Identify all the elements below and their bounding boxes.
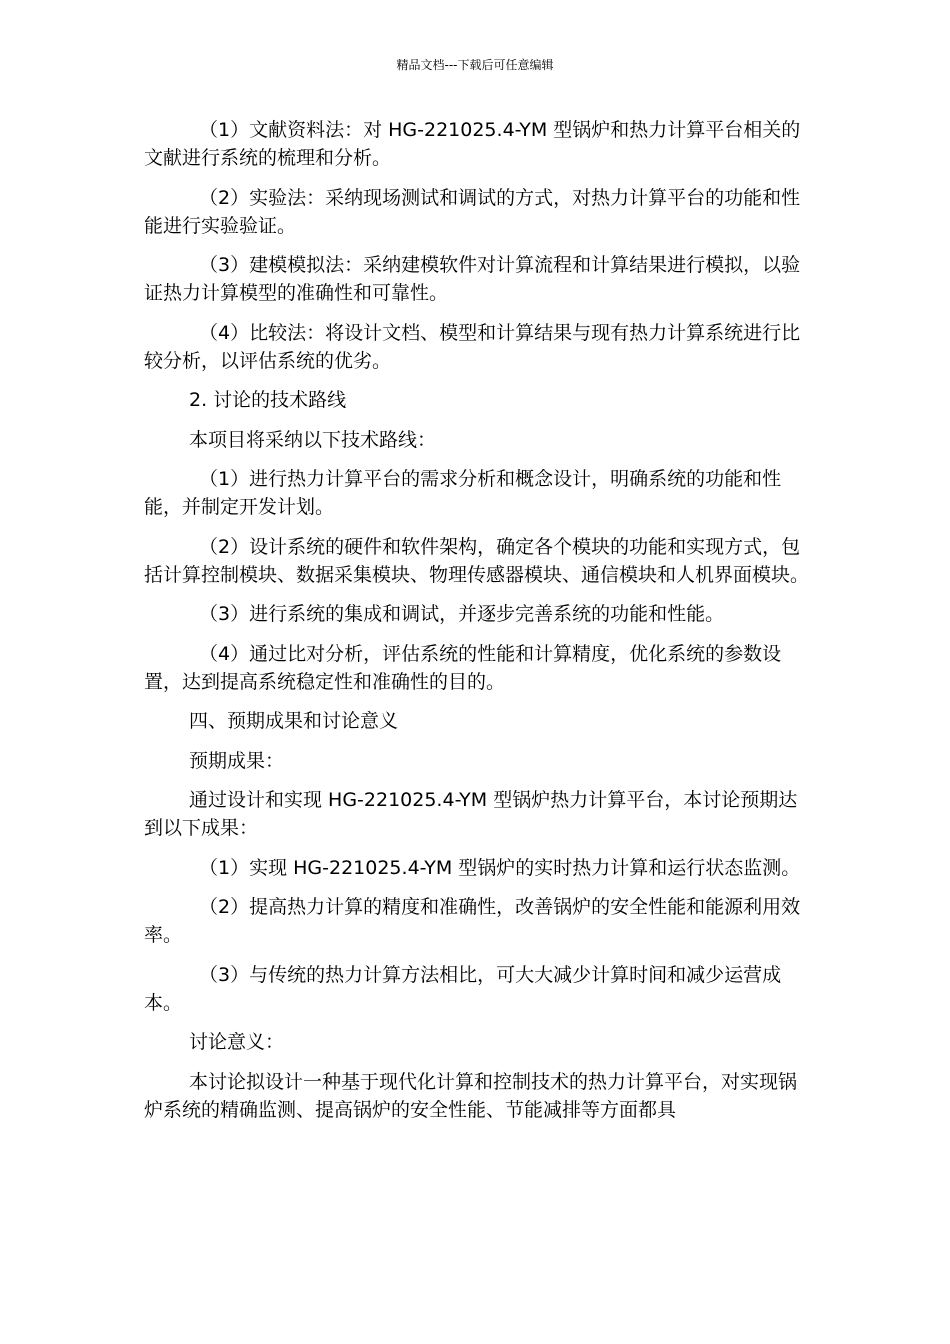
paragraph-tech-route-intro: 本项目将采纳以下技术路线： (189, 428, 437, 451)
section-heading-tech-route: 2. 讨论的技术路线 (189, 389, 347, 411)
paragraph-results-intro: 通过设计和实现 HG-221025.4-YM 型锅炉热力计算平台，本讨论预期达到以下成果： (144, 789, 798, 839)
paragraph-route-step-3: （3）进行系统的集成和调试，并逐步完善系统的功能和性能。 (199, 603, 725, 625)
paragraph-result-2: （2）提高热力计算的精度和准确性，改善锅炉的安全性能和能源利用效率。 (144, 896, 801, 946)
paragraph-significance: 本讨论拟设计一种基于现代化计算和控制技术的热力计算平台，对实现锅炉系统的精确监测、提高锅炉的安全性能、节能减排等方面都具 (144, 1070, 798, 1121)
paragraph-route-step-4: （4）通过比对分析，评估系统的性能和计算精度，优化系统的参数设置，达到提高系统稳定性和准确性的目的。 (144, 642, 782, 693)
section-heading-outcomes: 四、预期成果和讨论意义 (189, 710, 399, 732)
page-header: 精品文档---下载后可任意编辑 (396, 58, 554, 72)
subheading-expected-results: 预期成果： (189, 749, 285, 772)
paragraph-result-1: （1）实现 HG-221025.4-YM 型锅炉的实时热力计算和运行状态监测。 (199, 856, 801, 879)
paragraph-result-3: （3）与传统的热力计算方法相比，可大大减少计算时间和减少运营成本。 (144, 963, 782, 1014)
paragraph-method-modeling: （3）建模模拟法：采纳建模软件对计算流程和计算结果进行模拟，以验证热力计算模型的准确性和可靠性。 (144, 254, 801, 304)
paragraph-route-step-1: （1）进行热力计算平台的需求分析和概念设计，明确系统的功能和性能，并制定开发计划。 (144, 468, 782, 518)
paragraph-route-step-2: （2）设计系统的硬件和软件架构，确定各个模块的功能和实现方式，包括计算控制模块、数据采集模块、物理传感器模块、通信模块和人机界面模块。 (144, 535, 810, 586)
paragraph-method-comparison: （4）比较法：将设计文档、模型和计算结果与现有热力计算系统进行比较分析，以评估系统的优劣。 (144, 321, 801, 372)
paragraph-method-experiment: （2）实验法：采纳现场测试和调试的方式，对热力计算平台的功能和性能进行实验验证。 (144, 186, 801, 237)
paragraph-method-literature: （1）文献资料法：对 HG-221025.4-YM 型锅炉和热力计算平台相关的文献进行系统的梳理和分析。 (144, 119, 801, 169)
subheading-significance: 讨论意义： (189, 1031, 285, 1053)
document-body (144, 116, 814, 1135)
